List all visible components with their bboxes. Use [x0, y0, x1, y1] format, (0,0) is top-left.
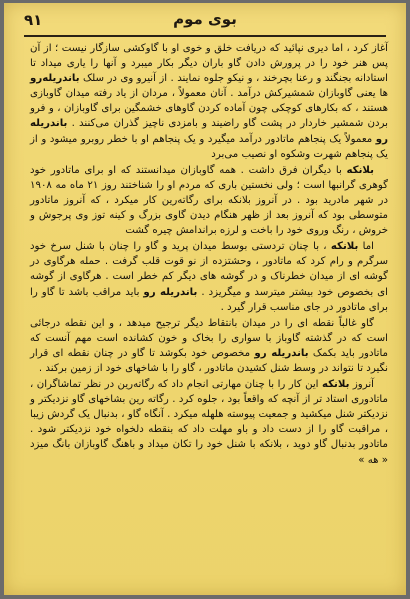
- page-number: ٩١: [24, 11, 43, 29]
- bold-term: بلانکه: [346, 164, 374, 176]
- paragraph: [30, 316, 388, 376]
- text-run: مخصوص خود بکوشد تا گاو در چنان نقطه ای قرار نگیرد تا نتواند در وسط شنل کشیدن ماتادور ، گاو را با شاخهای خود از زمین برکند .: [30, 347, 388, 374]
- page-header: [24, 9, 386, 37]
- text-run: چیره گشت: [125, 225, 173, 237]
- page-body: [30, 41, 388, 589]
- paragraph: [30, 41, 388, 162]
- text-run: آنروز: [349, 379, 375, 391]
- text-run: اما: [358, 241, 374, 253]
- text-run: با دیگران فرق داشت . همه گاوبازان میدانستند که او برای ماتادور خود گوهری گرانبها است ؛ ولی نخستین باری که مردم او را شناختند روز ۲۱ ماه مه ۱۹۰۸ در شهر مادرید بود . در آنروز بلانکه برای رگاته‌رین کار میکرد ، که آنروز ماتادور متوسطی بود که آنروز بعد از ظهر هنگام دیدن گاوی بزرگ و کینه توز وی پرجوش و خروش ، رنگ وروی خود را باخت و لرزه براندامش: [30, 164, 388, 237]
- text-run: باید مراقب باشد تا گاو را برای ماتادور در جای مناسب قرار گیرد .: [30, 286, 388, 313]
- bold-term: باندریله رو: [254, 347, 309, 359]
- paragraph: [30, 239, 388, 314]
- text-run: این کار را با چنان مهارتی انجام داد که رگاته‌رین در نظر تماشاگران ، ماتادوری استاد تر از آنچه که واقعاً بود ، جلوه کرد . رگاته رین بشاخهای گاو نزدیکتر و نزدیکتر شنل میکشید و جمعیت پیوسته هلهله میکرد . آنگاه گاو ، بدنبال یک گردش زیبا ، مراقبت گاو را از دست داد و باو مهلت داد که بنقطه دلخواه خود نزدیکتر شود . ماتادور بدنبال گاو دوید ، بلانکه با شنل خود را تکان میداد و باهنگ گاوبازان بانگ میزد « هه »: [30, 379, 388, 466]
- text-run: ها یعنی گاوبازان شمشیرکش درآمد . آنان معمولاً ، مردان از یاد رفته میدان گاوبازی هستند ، که بکارهای کوچکی چون آماده کردن گاوهای خشمگین برای گاوبازان ، و فرو بردن شمشیر خاردار در پشت گاو راضیند و بامزدی ناچیز گذران می‌کنند .: [30, 88, 388, 130]
- bold-term: باندریله رو: [30, 118, 388, 145]
- bold-term: باندریله‌رو: [30, 73, 80, 85]
- bold-term: بلانکه: [330, 241, 359, 253]
- running-title: بوی موم: [173, 10, 237, 28]
- bold-term: باندریله رو: [143, 286, 198, 298]
- text-run: ، با چنان تردستی بوسط میدان پرید و گاو را چنان با شنل سرخ خود سرگرم و رام کرد که ماتادور ، وحشتزده از نو قوت قلب گرفت . حمله هرگاوی در گوشه ای از میدان خطرناک و در گوشه های دیگر کم خطر است . هرگاوی از گوشه ای بخصوص خود بیشتر میترسد و میگریزد .: [30, 241, 388, 298]
- bold-term: بلانکه: [321, 379, 350, 391]
- text-run: آغاز کرد ، اما دیری نپائید که دریافت خلق و خوی او با گاوکشی سازگار نیست ؛ از آن پس هنر خود را در پرورش دادن گاو باران دیگر بکار میبرد و آنها را یاری میداد تا استادانه بجنگند و رعنا بچرخند ، و نیکو جلوه نمایند . از آنیرو وی در سلک: [30, 43, 388, 85]
- paragraph: [30, 377, 388, 468]
- paragraph: [30, 163, 388, 238]
- book-page: [4, 3, 406, 595]
- text-run: گاو غالباً نقطه ای را در میدان بانتقاط دیگر ترجیح میدهد ، و این نقطه درجائی است که در گذشته گاوباز با سواری را بخاک و خون کشانده است مهم آنست که ماتادور باید بکمک: [30, 317, 389, 359]
- text-run: معمولاً یک پنجاهم ماتادور درآمد میگیرد و یک پنجاهم او با خطر روبرو میشود و از یک پنجاهم شهرت وشکوه او نصیب می‌برد: [30, 133, 388, 160]
